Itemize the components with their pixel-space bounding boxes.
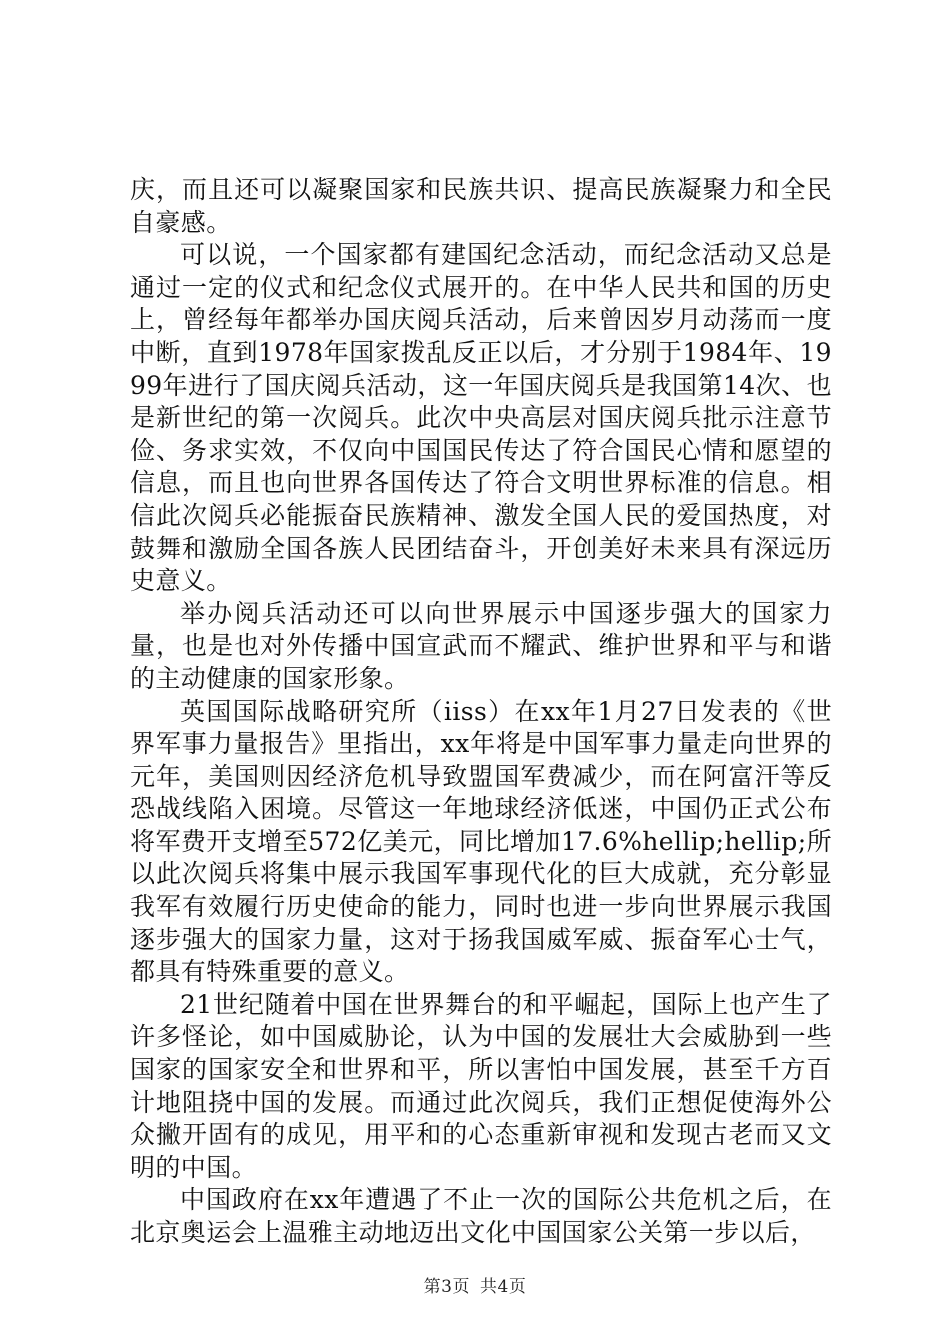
- paragraph-6: 中国政府在xx年遭遇了不止一次的国际公共危机之后，在北京奥运会上温雅主动地迈出文化中国国家公关第一步以后，: [130, 1185, 832, 1247]
- page-number: 第3页: [423, 1277, 470, 1297]
- paragraph-2: 可以说，一个国家都有建国纪念活动，而纪念活动又总是通过一定的仪式和纪念仪式展开的。在中华人民共和国的历史上，曾经每年都举办国庆阅兵活动，后来曾因岁月动荡而一度中断，直到1978年国家拨乱反正以后，才分别于1984年、1999年进行了国庆阅兵活动，这一年国庆阅兵是我国第14次、也是新世纪的第一次阅兵。此次中央高层对国庆阅兵批示注意节俭、务求实效，不仅向中国国民传达了符合国民心情和愿望的信息，而且也向世界各国传达了符合文明世界标准的信息。相信此次阅兵必能振奋民族精神、激发全国人民的爱国热度，对鼓舞和激励全国各族人民团结奋斗，开创美好未来具有深远历史意义。: [130, 240, 832, 596]
- paragraph-4: 英国国际战略研究所（iiss）在xx年1月27日发表的《世界军事力量报告》里指出，xx年将是中国军事力量走向世界的元年，美国则因经济危机导致盟国军费减少，而在阿富汗等反恐战线陷入困境。尽管这一年地球经济低迷，中国仍正式公布将军费开支增至572亿美元，同比增加17.6%hellip;hellip;所以此次阅兵将集中展示我国军事现代化的巨大成就，充分彰显我军有效履行历史使命的能力，同时也进一步向世界展示我国逐步强大的国家力量，这对于扬我国威军威、振奋军心士气，都具有特殊重要的意义。: [130, 696, 832, 987]
- paragraph-1: 庆，而且还可以凝聚国家和民族共识、提高民族凝聚力和全民自豪感。: [130, 175, 832, 237]
- page-footer: [0, 1272, 950, 1297]
- paragraph-3: 举办阅兵活动还可以向世界展示中国逐步强大的国家力量，也是也对外传播中国宣武而不耀武、维护世界和平与和谐的主动健康的国家形象。: [130, 598, 832, 693]
- page-total: 共4页: [480, 1277, 527, 1297]
- paragraph-5: 21世纪随着中国在世界舞台的和平崛起，国际上也产生了许多怪论，如中国威胁论，认为中国的发展壮大会威胁到一些国家的国家安全和世界和平，所以害怕中国发展，甚至千方百计地阻挠中国的发展。而通过此次阅兵，我们正想促使海外公众撇开固有的成见，用平和的心态重新审视和发现古老而又文明的中国。: [130, 989, 832, 1182]
- document-body: [130, 174, 832, 1250]
